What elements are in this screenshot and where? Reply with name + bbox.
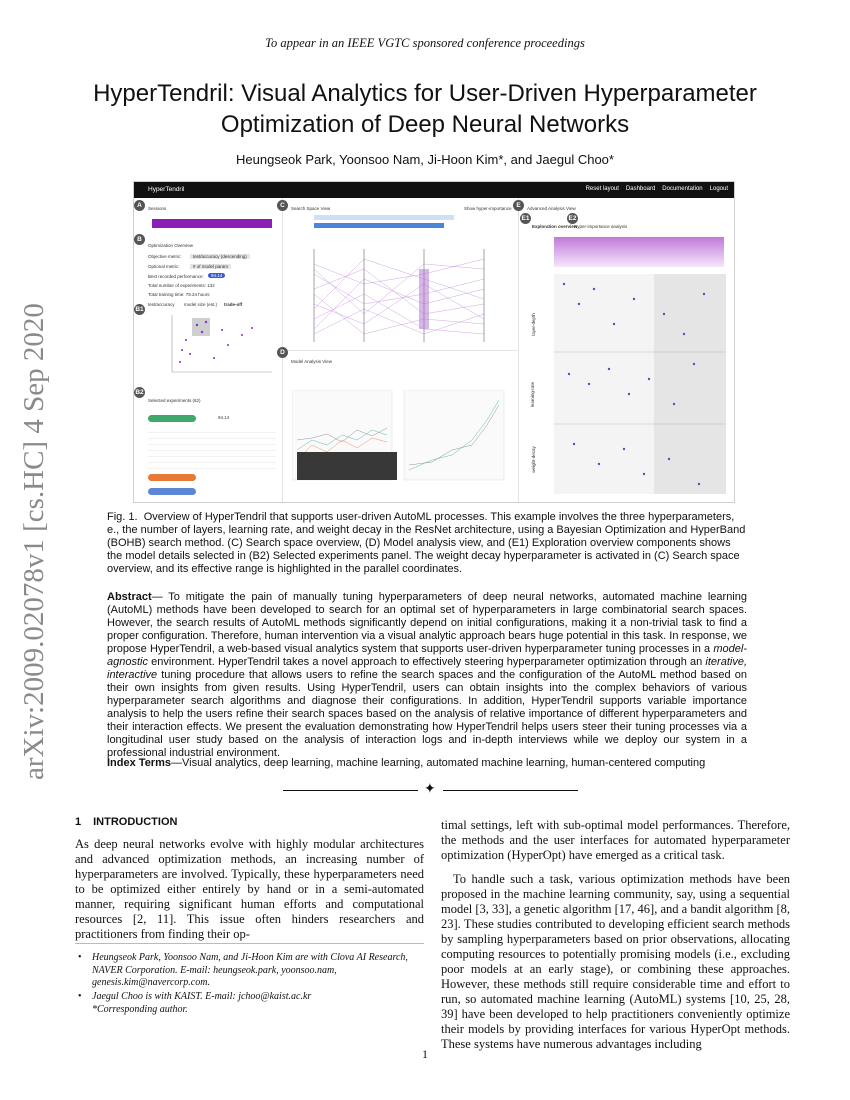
sessions-title: Sessions <box>148 206 167 211</box>
footnote-affiliation-kaist <box>78 991 424 1004</box>
optimization-title: Optimization Overview <box>148 243 194 248</box>
intro-paragraph-1: As deep neural networks evolve with highly modular architectures and advanced optimization methods, an increasing number of hyperparameters are involved. Typically, these hyperparameters need to be optimized either entirely by hand or in a semi-automated manner, requiring significant human efforts and computational resources [2, 11]. This issue often hinders researchers and practitioners from finding their op- <box>75 837 424 941</box>
exploration-gradient <box>554 237 724 267</box>
panel-label-e2: E2 <box>568 215 577 222</box>
axis-learning-rate: learning-rate <box>530 381 536 408</box>
figure-nav-logout: Logout <box>709 186 728 192</box>
body-column-left <box>75 816 424 942</box>
footnote-bullet-icon: • <box>78 990 82 1002</box>
objective-metric-label: Objective metric: <box>148 254 182 259</box>
axis-layer-depth: layer-depth <box>530 313 536 336</box>
arxiv-identifier: arXiv:2009.02078v1 [cs.HC] 4 Sep 2020 <box>18 303 50 780</box>
total-experiments: Total number of experiments: 132 <box>148 283 215 288</box>
figure-1 <box>133 181 735 503</box>
index-terms-text: —Visual analytics, deep learning, machine learning, automated machine learning, human-centered computing <box>171 757 706 769</box>
selected-details <box>148 427 276 471</box>
section-title: INTRODUCTION <box>93 816 178 828</box>
panel-label-c: C <box>277 200 288 211</box>
figure-divider-middle <box>283 350 518 351</box>
figure-caption <box>107 511 747 576</box>
abstract <box>107 591 747 760</box>
intro-paragraph-2: timal settings, left with sub-optimal model performances. Therefore, the methods and the user interfaces for automated hyperparameter optimization (HyperOpt) have emerged as a critical task. <box>441 818 790 862</box>
abstract-em-1: model-agnostic <box>107 643 747 668</box>
panel-label-e: E <box>513 200 524 211</box>
selected-pill-1 <box>148 415 196 422</box>
footnote-bullet-icon: • <box>78 952 82 963</box>
learning-curves <box>292 390 514 495</box>
caption-label: Fig. 1. <box>107 511 138 523</box>
selected-performance: 94.14 <box>218 415 230 420</box>
abstract-label: Abstract <box>107 591 152 603</box>
section-heading <box>75 816 424 828</box>
total-training-time: Total training time: 79.24 hours <box>148 292 210 297</box>
footnote-rule <box>75 943 424 944</box>
panel-label-b: B <box>134 234 145 245</box>
selected-pill-2 <box>148 474 196 481</box>
session-bar <box>152 219 272 228</box>
optional-metric-value: # of model param <box>190 264 231 269</box>
intro-paragraph-3: To handle such a task, various optimization methods have been proposed in the machine learning community, say, using a sequential model [3, 33], a genetic algorithm [17, 46], and a bandit algorithm [8, 23]. These studies contributed to developing efficient search methods by sampling hyperparameters based on prior observations, allocating computing resources to potentially promising models (i.e., excluding poor models at an early stage), or combining these approaches. However, these methods still require considerable time and effort to run, so automated machine learning (AutoML) systems [10, 25, 28, 39] have been developed to help practitioners conveniently optimize their models by providing interfaces for various HyperOpt methods. These systems have numerous advantages including <box>441 872 790 1051</box>
footnote-corresponding: *Corresponding author. <box>92 1004 188 1015</box>
panel-label-a: A <box>134 200 145 211</box>
panel-label-b1: B1 <box>135 306 144 313</box>
abstract-text-3: tuning procedure that allows users to refine the search spaces and the configuration of the AutoML method based on their own insights from given results. Using HyperTendril, users can obtain insights into the complex behaviors of various hyperparameter search algorithms and diagnose their configurations. In addition, HyperTendril supports variable importance analysis to help the users refine their search spaces based on the analysis of relative importance of different hyperparameters and their interaction effects. We present the evaluation demonstrating how HyperTendril helps users steer their tuning processes via a longitudinal user study based on the analysis of interaction logs and in-depth interviews while we deploy our system in a professional industrial environment. <box>107 669 747 759</box>
footnote-1-text: Heungseok Park, Yoonsoo Nam, and Ji-Hoon Kim are with Clova AI Research, NAVER Corporation. E-mail: heungseok.park, yoonsoo.nam, genesis.kim@navercorp.com. <box>92 952 408 988</box>
page-number: 1 <box>422 1047 428 1061</box>
abstract-em-2: iterative, interactive <box>107 656 747 681</box>
separator-diamond-icon: ✦ <box>424 782 436 797</box>
optional-metric-label: Optional metric: <box>148 264 180 269</box>
selected-title: Selected experiments (62) <box>148 398 201 403</box>
panel-label-e1: E1 <box>521 215 530 222</box>
author-list: Heungseok Park, Yoonsoo Nam, Ji-Hoon Kim*, and Jaegul Choo* <box>236 152 614 167</box>
selected-pill-3 <box>148 488 196 495</box>
tradeoff-tab-accuracy: test/accuracy <box>148 302 175 307</box>
figure-app-name: HyperTendril <box>148 186 185 193</box>
advanced-tab-exploration: Exploration overview <box>532 224 578 229</box>
abstract-text-2: environment. HyperTendril takes a novel approach to effectively steering hyperparameter optimization through an <box>147 656 706 668</box>
figure-nav-documentation: Documentation <box>662 186 703 192</box>
abstract-text-1: — To mitigate the pain of manually tuning hyperparameters of deep neural networks, automated machine learning (AutoML) methods have been developed to search for an optimal set of hyperparameters in large combinatorial search spaces. However, the search results of AutoML methods significantly depend on initial configurations, making it a non-trivial task to find a proper configuration. Therefore, human intervention via a visual analytic approach bears huge potential in this task. In response, we propose HyperTendril, a web-based visual analytics system that supports user-driven hyperparameter tuning processes in a <box>107 591 747 655</box>
tradeoff-scatter <box>152 310 277 385</box>
search-space-title: Search Space View <box>291 206 331 211</box>
footnote-affiliation-naver <box>78 952 424 990</box>
panel-label-b2: B2 <box>135 389 144 396</box>
footnote-2-text: Jaegul Choo is with KAIST. E-mail: jchoo@kaist.ac.kr <box>92 990 312 1002</box>
index-terms-label: Index Terms <box>107 757 171 769</box>
venue-line: To appear in an IEEE VGTC sponsored conference proceedings <box>265 36 585 50</box>
index-terms <box>107 757 747 769</box>
axis-weight-decay: weight-decay <box>530 446 536 473</box>
section-number: 1 <box>75 816 82 828</box>
separator-right <box>443 790 578 791</box>
objective-metric-value: test/accuracy (descending) <box>190 254 250 259</box>
figure-nav-dashboard: Dashboard <box>625 186 656 192</box>
paper-title: HyperTendril: Visual Analytics for User-Driven Hyperparameter Optimization of Deep Neural Networks <box>93 80 757 138</box>
parallel-coordinates <box>289 244 517 346</box>
exploration-dot-matrix <box>554 274 726 494</box>
model-analysis-title: Model Analysis View <box>291 359 332 364</box>
best-perf-badge: 94.14 <box>208 273 225 278</box>
footnotes <box>78 952 424 1017</box>
panel-label-d: D <box>277 347 288 358</box>
show-importance: Show hyper-importance <box>464 206 512 211</box>
figure-app-navbar <box>134 182 734 198</box>
importance-bar-2 <box>314 223 444 228</box>
importance-bar-1 <box>314 215 454 220</box>
advanced-tab-importance: Hyper-importance analysis <box>574 224 628 229</box>
tradeoff-tab-tradeoff: trade-off <box>224 302 243 307</box>
figure-divider-right <box>518 198 519 502</box>
advanced-title: Advanced Analysis View <box>527 206 576 211</box>
separator-left <box>283 790 418 791</box>
tradeoff-tab-size: model size (est.) <box>184 302 218 307</box>
caption-text: Overview of HyperTendril that supports user-driven AutoML processes. This example involves the three hyperparameters, e., the number of layers, learning rate, and weight decay in the ResNet architecture, using a Bayesian Optimization and HyperBand (BOHB) search method. (C) Search space overview, (D) Model analysis view, and (E1) Exploration overview components shows the model details selected in (B2) Selected experiments panel. The weight decay hyperparameter is activated in (C) Search space overview, and its effective range is highlighted in the parallel coordinates. <box>107 511 746 575</box>
body-column-right <box>441 818 790 1052</box>
best-perf-label: Best recorded performance: <box>148 274 204 279</box>
figure-nav-reset: Reset layout <box>585 186 619 192</box>
